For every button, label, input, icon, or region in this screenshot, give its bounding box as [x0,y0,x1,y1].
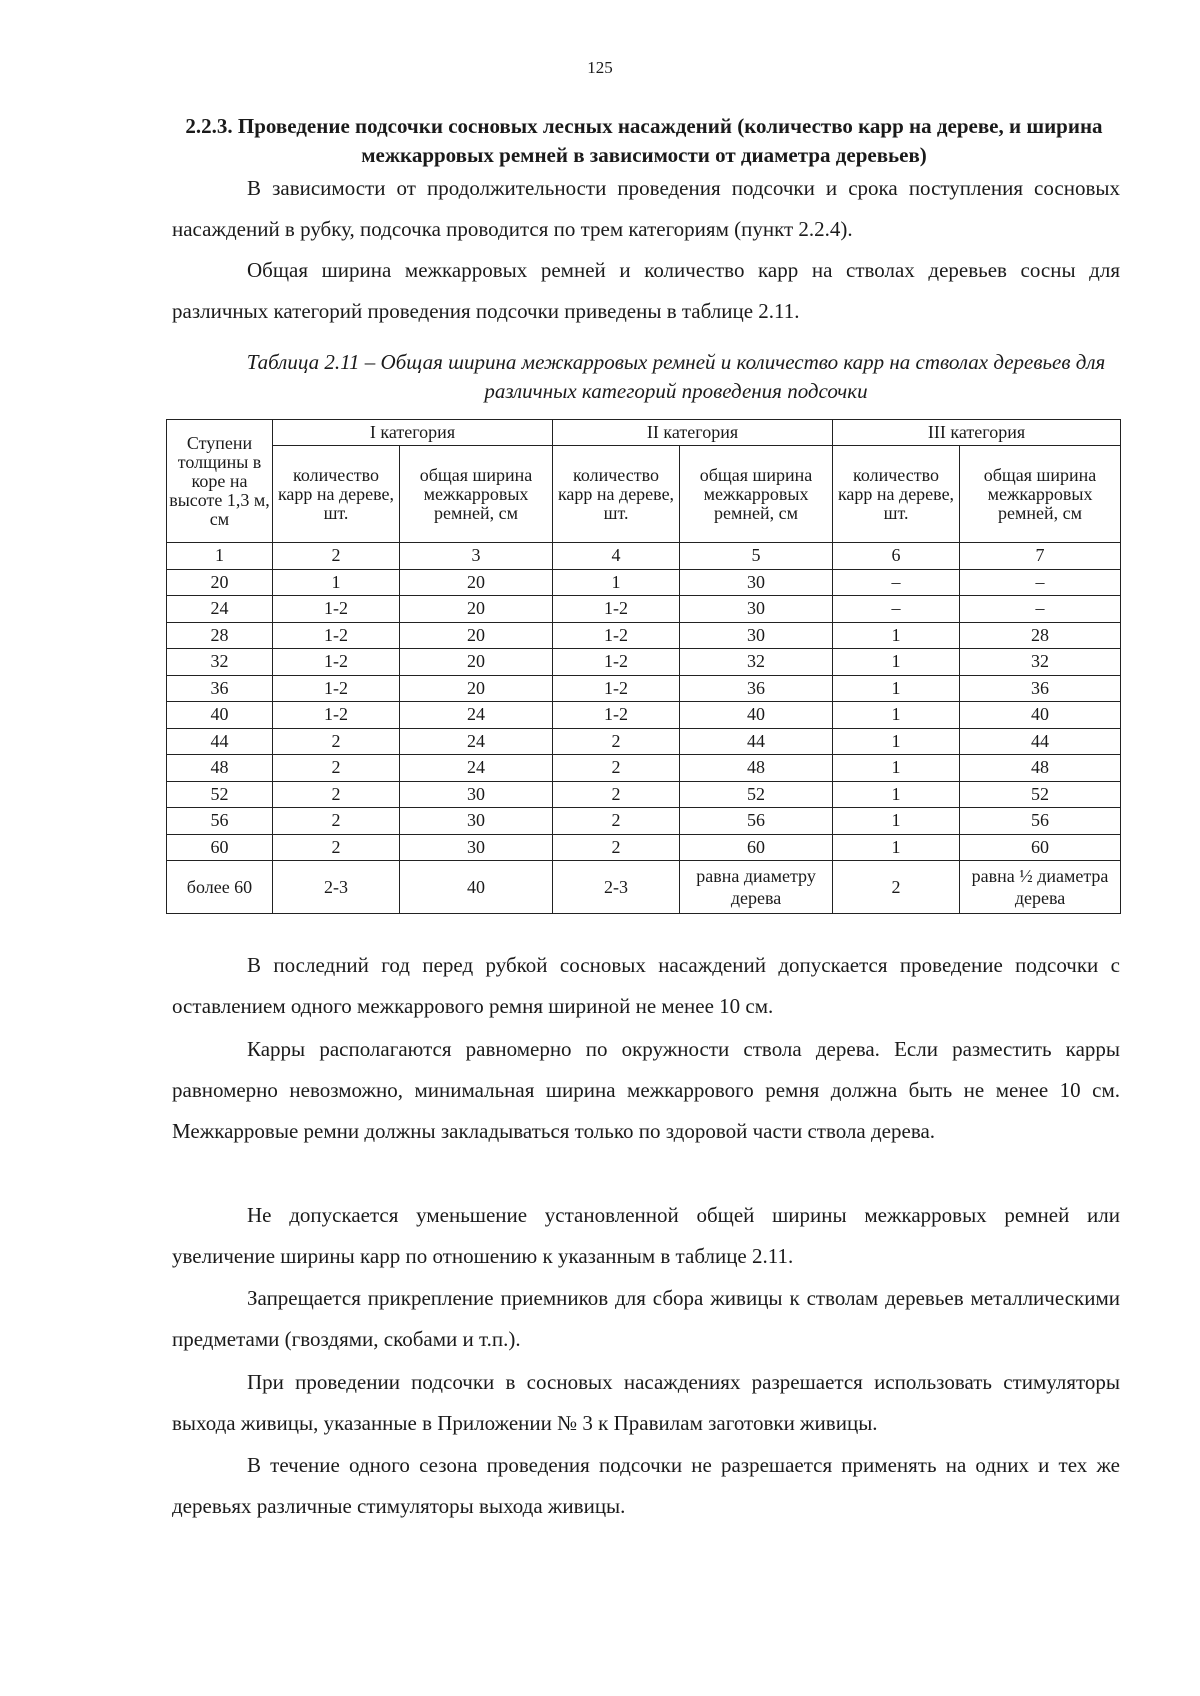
table-row [167,834,1121,861]
table-cell: 1-2 [553,702,680,729]
table-cell: 20 [400,649,553,676]
table-cell: 1 [833,781,960,808]
table-cell: 1 [833,649,960,676]
table-cell: 2 [273,781,400,808]
table-cell: 20 [400,569,553,596]
subheader-cell: общая ширина межкарровых ремней, см [960,446,1121,543]
column-number: 5 [680,543,833,570]
table-cell: 1-2 [553,622,680,649]
table-cell: 32 [680,649,833,676]
table-cell: 56 [680,808,833,835]
tapping-table [166,419,1121,914]
table-row [167,728,1121,755]
table-cell: 40 [400,861,553,914]
table-cell: – [833,569,960,596]
table-row [167,861,1121,914]
table-cell: 1-2 [553,596,680,623]
table-cell: 60 [680,834,833,861]
paragraph-carr-placement: Карры располагаются равномерно по окружности ствола дерева. Если разместить карры равномерно невозможно, минимальная ширина межкаррового ремня должна быть не менее 10 см. Межкарровые ремни должны закладываться только по здоровой части ствола дерева. [172,1037,1120,1143]
column-number: 1 [167,543,273,570]
table-cell: 40 [167,702,273,729]
table-cell: 44 [680,728,833,755]
table-row [167,569,1121,596]
table-cell: 1-2 [273,675,400,702]
table-row [167,808,1121,835]
table-cell: 52 [167,781,273,808]
table-cell: 2 [833,861,960,914]
table-cell: 60 [167,834,273,861]
table-cell: 1 [833,675,960,702]
paragraph-table-reference: Общая ширина межкарровых ремней и количество карр на стволах деревьев сосны для различных категорий проведения подсочки приведены в таблице 2.11. [172,258,1120,323]
table-cell: 24 [400,755,553,782]
table-cell: 20 [167,569,273,596]
table-cell: 30 [680,569,833,596]
table-cell: 36 [167,675,273,702]
table-cell: 44 [167,728,273,755]
table-cell: 56 [167,808,273,835]
column-number: 6 [833,543,960,570]
table-cell: 2 [273,728,400,755]
table-caption: Таблица 2.11 – Общая ширина межкарровых ремней и количество карр на стволах деревьев для различных категорий проведения подсочки [246,350,1106,403]
table-cell: 56 [960,808,1121,835]
table-cell: 36 [680,675,833,702]
table-cell: – [833,596,960,623]
table-cell: 2 [553,728,680,755]
table-cell: 1-2 [273,622,400,649]
table-cell: 36 [960,675,1121,702]
table-cell: 60 [960,834,1121,861]
table-cell: 24 [400,728,553,755]
table-cell: 20 [400,675,553,702]
table-cell: 24 [400,702,553,729]
table-cell: 44 [960,728,1121,755]
page-number: 125 [587,58,613,77]
table-cell: 20 [400,622,553,649]
subheader-cell: общая ширина межкарровых ремней, см [400,446,553,543]
table-cell: 48 [167,755,273,782]
subheader-cell: количество карр на дереве, шт. [833,446,960,543]
paragraph-stimulators: При проведении подсочки в сосновых насаждениях разрешается использовать стимуляторы выхода живицы, указанные в Приложении № 3 к Правилам заготовки живицы. [172,1370,1120,1435]
table-cell: 24 [167,596,273,623]
table-cell: 2 [553,808,680,835]
column-number: 7 [960,543,1121,570]
paragraph-intro: В зависимости от продолжительности проведения подсочки и срока поступления сосновых насаждений в рубку, подсочка проводится по трем категориям (пункт 2.2.4). [172,176,1120,241]
table-cell: 40 [680,702,833,729]
table-cell: 1-2 [273,649,400,676]
table-cell: 1-2 [273,702,400,729]
table-cell: 2 [273,834,400,861]
table-cell: 1 [833,755,960,782]
table-cell: 2-3 [273,861,400,914]
table-cell: 28 [167,622,273,649]
table-cell: 52 [960,781,1121,808]
table-cell: более 60 [167,861,273,914]
paragraph-width-restriction: Не допускается уменьшение установленной общей ширины межкарровых ремней или увеличение ширины карр по отношению к указанным в таблице 2.11. [172,1203,1120,1268]
table-cell: 30 [680,622,833,649]
table-cell: 1 [553,569,680,596]
column-number-row [167,543,1121,570]
paragraph-last-year: В последний год перед рубкой сосновых насаждений допускается проведение подсочки с оставлением одного межкаррового ремня шириной не менее 10 см. [172,953,1120,1018]
table-subheader-row [167,446,1121,543]
column-number: 2 [273,543,400,570]
table-cell: 28 [960,622,1121,649]
table-cell: 30 [400,781,553,808]
table-cell: 1 [833,622,960,649]
subheader-cell: количество карр на дереве, шт. [273,446,400,543]
table-cell: 30 [400,834,553,861]
table-cell: 1-2 [553,649,680,676]
table-row [167,649,1121,676]
table-cell: 2 [273,808,400,835]
table-cell: равна диаметру дерева [680,861,833,914]
table-cell: 2 [553,781,680,808]
paragraph-fastening: Запрещается прикрепление приемников для сбора живицы к стволам деревьев металлическими предметами (гвоздями, скобами и т.п.). [172,1286,1120,1351]
column-number: 4 [553,543,680,570]
table-row [167,596,1121,623]
table-cell: – [960,596,1121,623]
header-category-2: II категория [553,420,833,446]
table-row [167,622,1121,649]
table-cell: 1-2 [553,675,680,702]
table-cell: 2 [273,755,400,782]
paragraph-season: В течение одного сезона проведения подсочки не разрешается применять на одних и тех же деревьях различные стимуляторы выхода живицы. [172,1453,1120,1518]
table-cell: 2-3 [553,861,680,914]
table-cell: 1 [273,569,400,596]
table-cell: 52 [680,781,833,808]
table-cell: 48 [680,755,833,782]
column-number: 3 [400,543,553,570]
subheader-cell: количество карр на дереве, шт. [553,446,680,543]
table-row [167,702,1121,729]
table-cell: 1 [833,728,960,755]
header-thickness: Ступени толщины в коре на высоте 1,3 м, см [167,420,273,543]
table-row [167,675,1121,702]
subheader-cell: общая ширина межкарровых ремней, см [680,446,833,543]
table-row [167,755,1121,782]
table-cell: 48 [960,755,1121,782]
section-heading: 2.2.3. Проведение подсочки сосновых лесных насаждений (количество карр на дереве, и ширина межкарровых ремней в зависимости от диаметра деревьев) [185,114,1103,167]
table-cell: 1-2 [273,596,400,623]
table-cell: 30 [680,596,833,623]
table-cell: 40 [960,702,1121,729]
table-cell: 32 [960,649,1121,676]
table-cell: – [960,569,1121,596]
table-cell: 2 [553,834,680,861]
table-cell: 30 [400,808,553,835]
table-cell: 1 [833,808,960,835]
table-row [167,781,1121,808]
table-cell: равна ½ диаметра дерева [960,861,1121,914]
header-category-1: I категория [273,420,553,446]
table-cell: 20 [400,596,553,623]
header-category-3: III категория [833,420,1121,446]
table-cell: 32 [167,649,273,676]
table-cell: 1 [833,702,960,729]
table-header-row [167,420,1121,446]
table-cell: 1 [833,834,960,861]
table-cell: 2 [553,755,680,782]
